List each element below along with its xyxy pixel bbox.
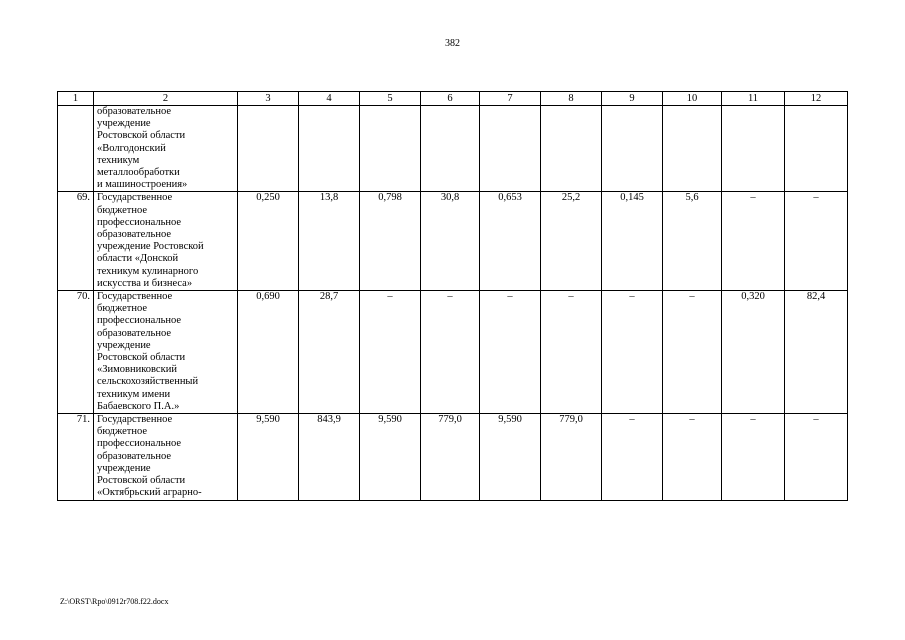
table-cell: 30,8 <box>421 192 480 291</box>
table-cell: 82,4 <box>785 291 848 414</box>
table-cell <box>602 106 663 192</box>
table-cell: 28,7 <box>299 291 360 414</box>
column-header: 3 <box>238 92 299 106</box>
table-cell: – <box>602 291 663 414</box>
data-table <box>57 91 848 501</box>
table-cell: 0,653 <box>480 192 541 291</box>
table-cell: 13,8 <box>299 192 360 291</box>
column-header: 6 <box>421 92 480 106</box>
table-cell <box>360 106 421 192</box>
institution-name: образовательное учреждение Ростовской области «Волгодонский техникум металлообработки и машиностроения» <box>94 106 238 192</box>
table-cell: – <box>663 291 722 414</box>
column-header: 8 <box>541 92 602 106</box>
table-row <box>58 291 848 414</box>
table-cell: 0,145 <box>602 192 663 291</box>
table-cell: – <box>480 291 541 414</box>
table-cell <box>722 106 785 192</box>
row-number: 69. <box>58 192 94 291</box>
table-cell: – <box>722 414 785 500</box>
row-number: 71. <box>58 414 94 500</box>
table-header-row <box>58 92 848 106</box>
row-number: 70. <box>58 291 94 414</box>
column-header: 7 <box>480 92 541 106</box>
column-header: 4 <box>299 92 360 106</box>
column-header: 5 <box>360 92 421 106</box>
table-cell: – <box>722 192 785 291</box>
table-row <box>58 192 848 291</box>
table-cell <box>238 106 299 192</box>
column-header: 9 <box>602 92 663 106</box>
table-row <box>58 414 848 500</box>
table-cell: 0,250 <box>238 192 299 291</box>
table-cell: 0,690 <box>238 291 299 414</box>
table-cell <box>299 106 360 192</box>
table-cell: 843,9 <box>299 414 360 500</box>
table-cell <box>421 106 480 192</box>
table-cell: 779,0 <box>541 414 602 500</box>
column-header: 2 <box>94 92 238 106</box>
institution-name: Государственное бюджетное профессиональное образовательное учреждение Ростовской области «Зимовниковский сельскохозяйственный техникум имени Бабаевского П.А.» <box>94 291 238 414</box>
table-cell: – <box>785 414 848 500</box>
table-cell: – <box>663 414 722 500</box>
table-cell: 9,590 <box>238 414 299 500</box>
table-cell: – <box>541 291 602 414</box>
column-header: 11 <box>722 92 785 106</box>
table-cell <box>541 106 602 192</box>
table-cell: – <box>785 192 848 291</box>
table-cell: 5,6 <box>663 192 722 291</box>
table-cell: 9,590 <box>480 414 541 500</box>
table-cell: 779,0 <box>421 414 480 500</box>
table-cell <box>480 106 541 192</box>
table-cell: – <box>360 291 421 414</box>
column-header: 10 <box>663 92 722 106</box>
table-cell: – <box>602 414 663 500</box>
institution-name: Государственное бюджетное профессиональное образовательное учреждение Ростовской области «Донской техникум кулинарного искусства и бизнеса» <box>94 192 238 291</box>
table-cell: 25,2 <box>541 192 602 291</box>
table-cell <box>785 106 848 192</box>
institution-name: Государственное бюджетное профессиональное образовательное учреждение Ростовской области «Октябрьский аграрно- <box>94 414 238 500</box>
column-header: 12 <box>785 92 848 106</box>
table-cell: 9,590 <box>360 414 421 500</box>
table-cell: 0,320 <box>722 291 785 414</box>
footer-file-path: Z:\ORST\Rpo\0912r708.f22.docx <box>60 597 169 606</box>
row-number <box>58 106 94 192</box>
table-cell <box>663 106 722 192</box>
column-header: 1 <box>58 92 94 106</box>
page-number: 382 <box>445 38 460 49</box>
table-cell: – <box>421 291 480 414</box>
table-row <box>58 106 848 192</box>
table-cell: 0,798 <box>360 192 421 291</box>
